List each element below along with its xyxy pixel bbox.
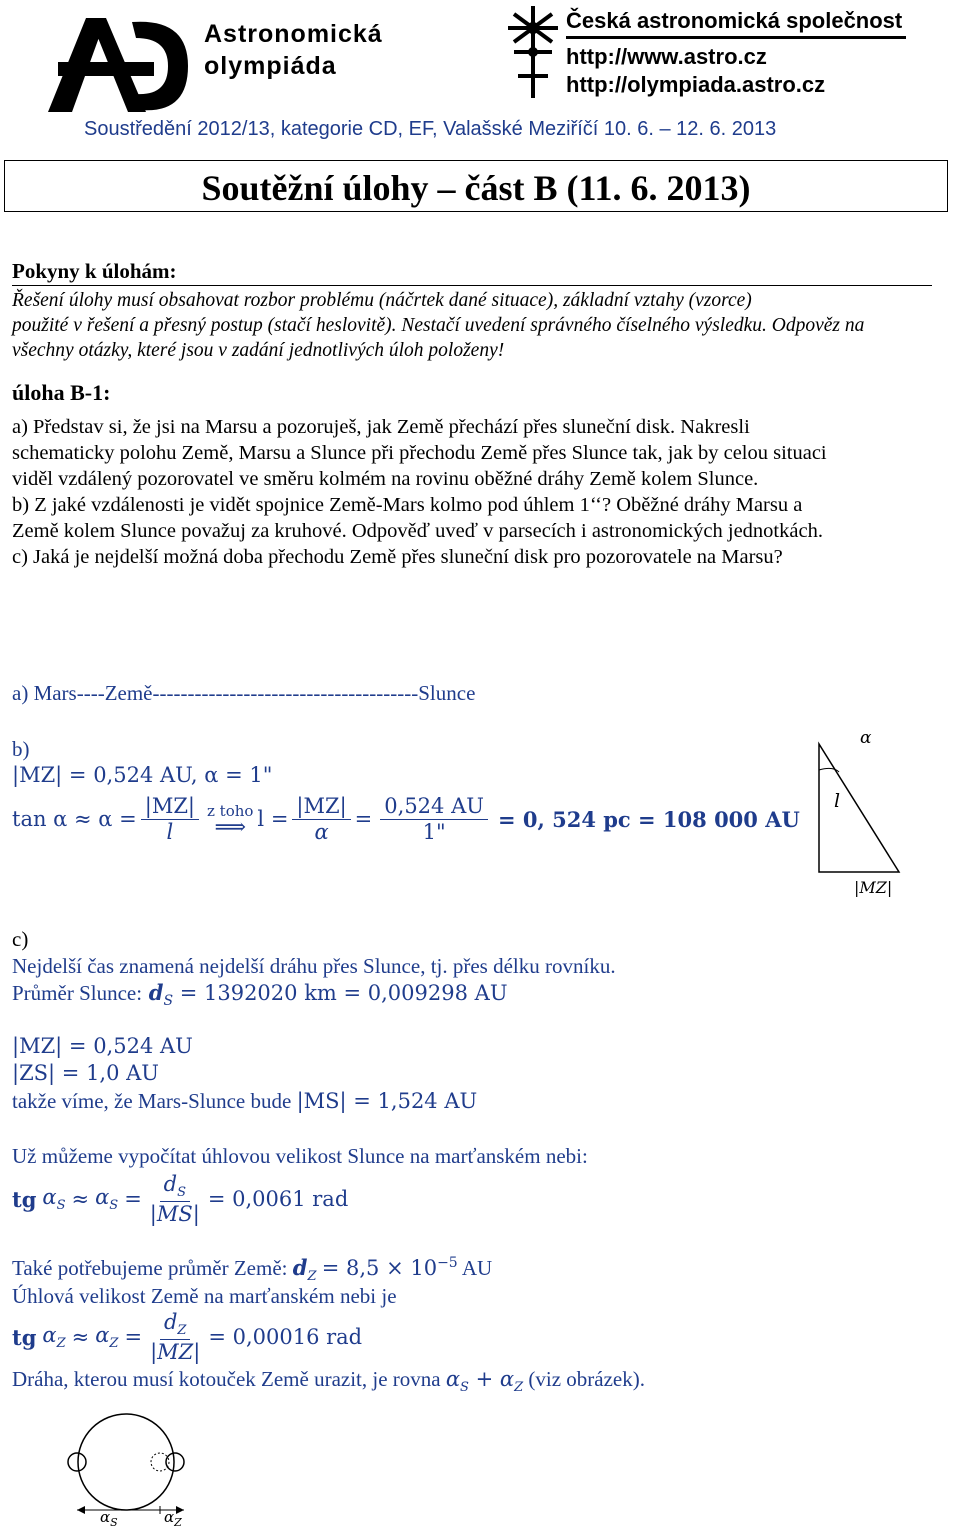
fig-mz-label: |MZ| — [854, 878, 893, 897]
d-sub: S — [163, 993, 174, 1010]
olympiad-logo — [28, 10, 200, 118]
ms-value: |MS| = 1,524 AU — [296, 1089, 478, 1113]
solution-c-ms — [12, 1089, 477, 1114]
instructions-line2: použité v řešení a přesný postup (stačí heslovitě). Nestačí uvedení správného číselného výsledku. Odpověz na — [12, 315, 865, 336]
solution-c-angle-text: Už můžeme vypočítat úhlovou velikost Slunce na marťanském nebi: — [12, 1144, 588, 1168]
solution-c-aS-eq: tg $\alpha_S$ ≈ $\alpha_S$ = $\frac{d_S}{|MS|}$ = 0,0061 rad — [12, 1171, 349, 1226]
given-mz: |MZ| = 0,524 AU, — [12, 763, 198, 787]
aS-value: = 0,0061 rad — [207, 1187, 349, 1211]
frac2-den: α — [314, 819, 329, 844]
fig2-alphaZ: α — [164, 1508, 175, 1526]
aZ-value: = 0,00016 rad — [208, 1325, 363, 1349]
url-astro[interactable]: http://www.astro.cz — [566, 44, 767, 69]
fig2-alphaZ-label — [164, 1508, 182, 1529]
aS-num-sub: S — [177, 1185, 186, 1201]
instructions-underline — [12, 285, 932, 286]
aZ-den: |MZ| — [150, 1339, 201, 1364]
society-name: Česká astronomická společnost — [566, 8, 903, 33]
earth-diameter-exp: −5 — [437, 1255, 458, 1271]
fig2-alphaS-sub: S — [110, 1516, 118, 1529]
logo-text-line1: Astronomická — [204, 20, 383, 48]
fig2-alphaZ-sub: Z — [174, 1516, 182, 1529]
instructions-line1: Řešení úlohy musí obsahovat rozbor problému (náčrtek dané situace), základní vztahy (vzorce) — [12, 290, 752, 311]
tg-label: tg — [12, 1324, 37, 1350]
logo-text-line2: olympiáda — [204, 52, 337, 80]
url-olympiada[interactable]: http://olympiada.astro.cz — [566, 72, 826, 97]
task-line: viděl vzdálený pozorovatel ve směru kolmém na rovinu oběžné dráhy Země kolem Slunce. — [12, 468, 759, 490]
fig2-alphaS-label — [100, 1508, 118, 1529]
aS-den: |MS| — [149, 1201, 200, 1226]
task-line: c) Jaká je nejdelší možná doba přechodu Země přes sluneční disk pro pozorovatele na Marsu? — [12, 546, 783, 568]
solution-c-label: c) — [12, 927, 29, 951]
solution-c-path: Dráha, kterou musí kotouček Země urazit, je rovna $\alpha_S + \alpha_Z$ (viz obrázek). — [12, 1367, 645, 1396]
solution-c-zs: |ZS| = 1,0 AU — [12, 1061, 160, 1085]
event-line: Soustředění 2012/13, kategorie CD, EF, Valašské Meziříčí 10. 6. – 12. 6. 2013 — [84, 118, 777, 140]
ms-text: takže víme, že Mars-Slunce bude — [12, 1089, 292, 1113]
society-logo — [500, 2, 566, 102]
task-heading: úloha B-1: — [12, 380, 111, 405]
path-text: Dráha, kterou musí kotouček Země urazit, je rovna — [12, 1367, 441, 1391]
sun-diameter-value: = 1392020 km = 0,009298 AU — [179, 981, 508, 1005]
fig2-alphaS: α — [100, 1508, 111, 1526]
tan-approx: tan α ≈ α = — [12, 807, 137, 831]
fig-alpha-label: α — [860, 728, 872, 748]
solution-c-line1: Nejdelší čas znamená nejdelší dráhu přes Slunce, tj. přes délku rovníku. — [12, 954, 616, 978]
given-alpha: α = 1" — [204, 763, 273, 787]
solution-c-earth: Také potřebujeme průměr Země: $d_Z = 8,5 \times 10^{-5}$ AU — [12, 1255, 493, 1285]
l-equals: l = — [257, 807, 289, 831]
tg-label: tg — [12, 1186, 37, 1212]
aS-num-d: d — [163, 1171, 178, 1196]
solution-c-earth-angle-text: Úhlová velikost Země na marťanském nebi je — [12, 1284, 397, 1308]
task-line: schematicky polohu Země, Marsu a Slunce při přechodu Země přes Slunce tak, jak by celou situaci — [12, 442, 827, 464]
title-box — [4, 160, 948, 212]
implies-arrow: z toho ⟹ — [207, 802, 254, 840]
frac2-num: |MZ| — [292, 794, 350, 819]
instructions-heading: Pokyny k úlohám: — [12, 259, 177, 283]
solution-a: a) Mars----Země--------------------------------------Slunce — [12, 681, 476, 705]
triangle-figure — [815, 740, 905, 876]
page-title: Soutěžní úlohy – část B (11. 6. 2013) — [201, 168, 751, 208]
frac1-den: l — [166, 819, 174, 844]
earth-diameter-value: = 8,5 × 10 — [321, 1256, 438, 1280]
aZ-num — [160, 1310, 191, 1340]
path-end: (viz obrázek). — [528, 1367, 645, 1391]
frac3-den: 1" — [422, 819, 446, 844]
task-line: b) Z jaké vzdálenosti je vidět spojnice Země-Mars kolmo pod úhlem 1‘‘? Oběžné dráhy Marsu a — [12, 494, 803, 516]
earth-diameter-unit: AU — [461, 1256, 493, 1280]
solution-c-line2 — [12, 980, 508, 1009]
fig-l-label: l — [834, 790, 841, 812]
solution-b-equation: tan α ≈ α = $\frac{|MZ|}{l}$ z toho ⟹ l = $\frac{|MZ|}{\alpha}$ = $\frac{0,524 AU}{1"}$ = 0, 524 pc = 108 000 AU — [12, 794, 800, 844]
solution-c-aZ-eq: tg $\alpha_Z$ ≈ $\alpha_Z$ = $\frac{d_Z}{|MZ|}$ = 0,00016 rad — [12, 1309, 363, 1364]
frac1-num: |MZ| — [141, 794, 199, 819]
frac3-num: 0,524 AU — [380, 794, 488, 819]
aZ-num-d: d — [163, 1309, 178, 1334]
solution-c-mz: |MZ| = 0,524 AU — [12, 1034, 193, 1058]
society-divider — [566, 36, 906, 39]
solution-b-given — [12, 763, 272, 787]
task-line: Země kolem Slunce považuj za kruhové. Odpověď uveď v parsecích i astronomických jednotkách. — [12, 520, 823, 542]
b-result: = 0, 524 pc = 108 000 AU — [497, 806, 800, 832]
sun-diameter-label: Průměr Slunce: — [12, 981, 143, 1005]
arrow-label: z toho — [207, 802, 254, 820]
aZ-num-sub: Z — [177, 1323, 187, 1339]
d-symbol: d — [148, 980, 164, 1005]
aS-num — [160, 1172, 190, 1202]
solution-b-label: b) — [12, 737, 30, 761]
instructions-line3: všechny otázky, které jsou v zadání jednotlivých úloh položeny! — [12, 340, 505, 361]
task-line: a) Představ si, že jsi na Marsu a pozoruješ, jak Země přechází přes sluneční disk. Nakresli — [12, 416, 750, 438]
earth-diameter-label: Také potřebujeme průměr Země: — [12, 1256, 288, 1280]
